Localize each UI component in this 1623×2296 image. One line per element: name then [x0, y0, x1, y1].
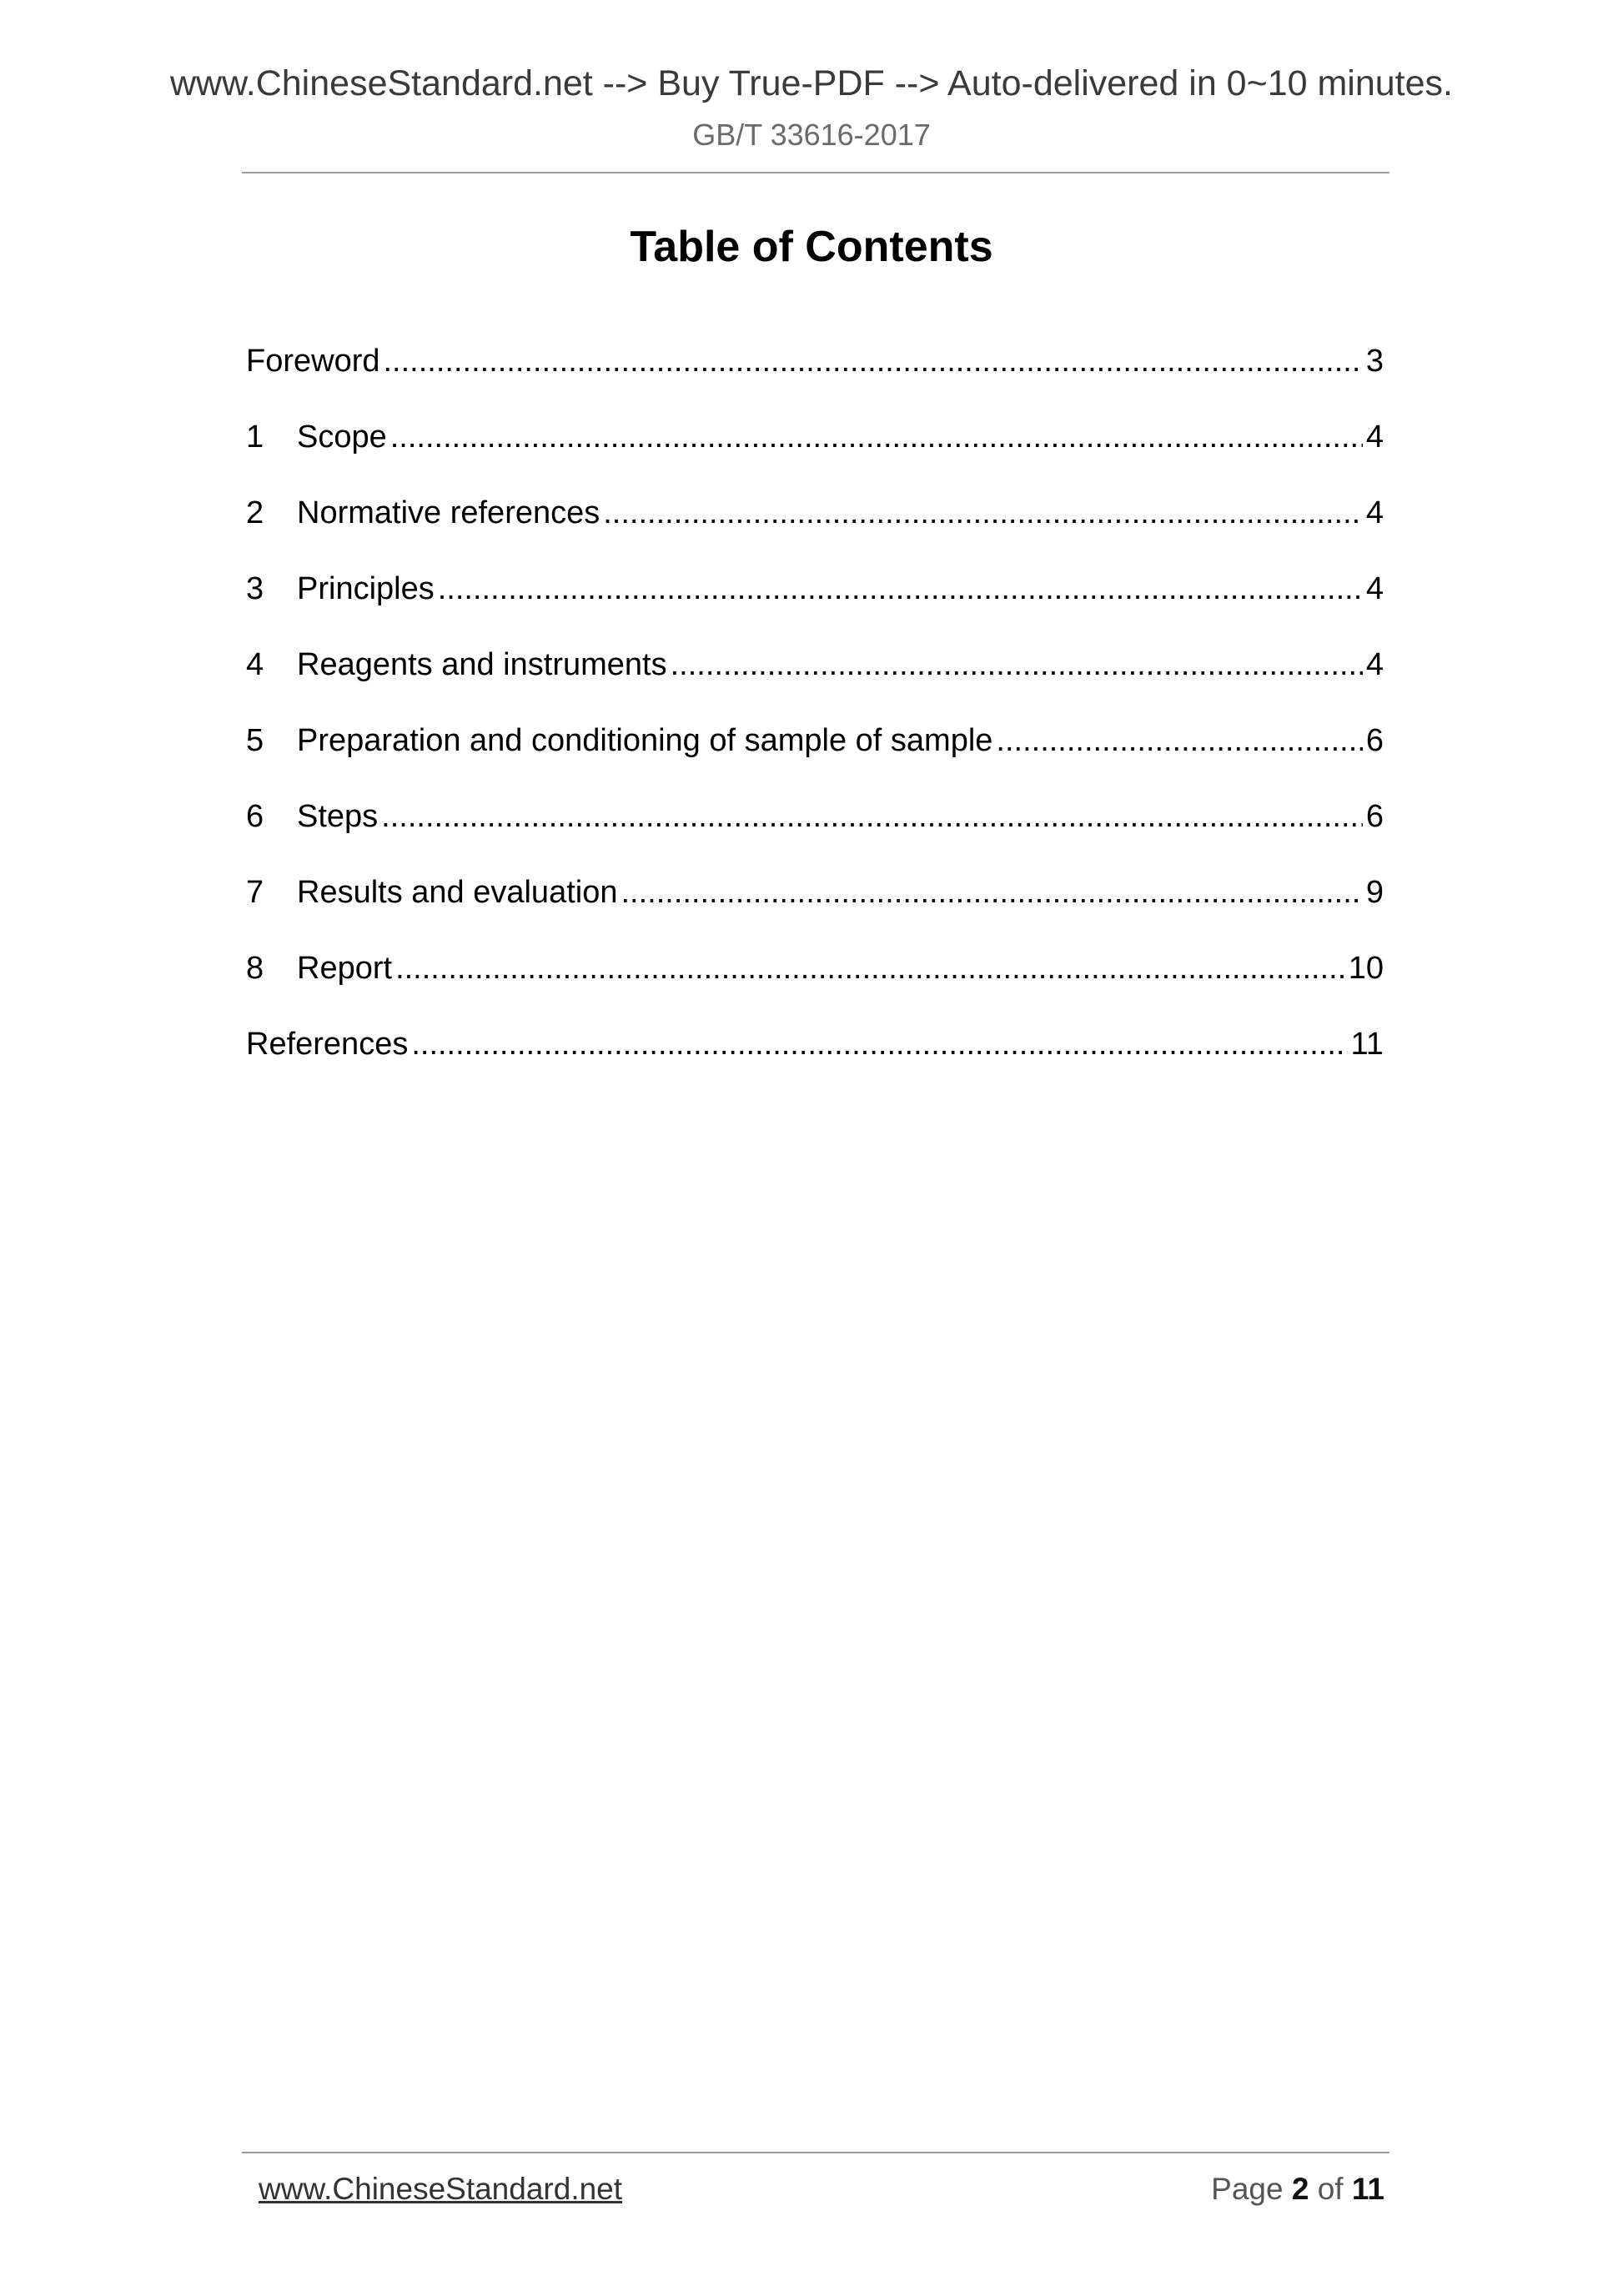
page-of: of [1317, 2172, 1344, 2206]
toc-entry-label: Steps [297, 799, 379, 834]
toc-entry-page: 4 [1365, 420, 1384, 455]
toc-leader-dots [411, 1027, 1347, 1063]
toc-entry-principles[interactable] [246, 571, 1384, 647]
toc-leader-dots [671, 647, 1363, 683]
toc-entry-page: 4 [1365, 495, 1384, 530]
toc-entry-label: Results and evaluation [297, 875, 618, 910]
toc-entry-number: 7 [246, 875, 264, 910]
toc-leader-dots [438, 571, 1363, 607]
toc-entry-page: 9 [1365, 875, 1384, 910]
toc-entry-page: 4 [1365, 571, 1384, 606]
toc-entry-label: Report [297, 951, 393, 986]
table-of-contents [246, 344, 1384, 1103]
toc-leader-dots [603, 495, 1363, 531]
toc-entry-page: 6 [1365, 799, 1384, 834]
standard-code: GB/T 33616-2017 [692, 118, 931, 152]
toc-entry-page: 6 [1365, 723, 1384, 758]
footer-website-link[interactable]: www.ChineseStandard.net [259, 2172, 623, 2206]
header-divider [242, 172, 1389, 173]
toc-entry-label: Preparation and conditioning of sample of sample [297, 723, 993, 758]
toc-entry-label: Foreword [246, 344, 380, 379]
toc-entry-number: 6 [246, 799, 264, 834]
toc-leader-dots [384, 344, 1363, 379]
toc-entry-normative-references[interactable] [246, 495, 1384, 571]
toc-entry-number: 2 [246, 495, 264, 530]
toc-entry-page: 11 [1350, 1027, 1384, 1062]
toc-entry-scope[interactable] [246, 420, 1384, 495]
toc-entry-label: Scope [297, 420, 387, 455]
toc-entry-page: 4 [1365, 647, 1384, 682]
toc-entry-page: 10 [1348, 951, 1384, 986]
toc-leader-dots [621, 875, 1362, 911]
header-banner: www.ChineseStandard.net --> Buy True-PDF --> Auto-delivered in 0~10 minutes. [169, 63, 1453, 103]
toc-entry-reagents-and-instruments[interactable] [246, 647, 1384, 723]
toc-entry-number: 1 [246, 420, 264, 455]
toc-leader-dots [381, 799, 1363, 835]
current-page: 2 [1291, 2172, 1309, 2206]
toc-leader-dots [395, 951, 1345, 987]
toc-entry-number: 5 [246, 723, 264, 758]
toc-entry-report[interactable] [246, 951, 1384, 1027]
toc-entry-page: 3 [1365, 344, 1384, 379]
toc-entry-references[interactable] [246, 1027, 1384, 1103]
toc-entry-steps[interactable] [246, 799, 1384, 875]
toc-entry-results-and-evaluation[interactable] [246, 875, 1384, 951]
toc-entry-label: Normative references [297, 495, 600, 530]
toc-entry-label: Principles [297, 571, 435, 606]
toc-entry-number: 8 [246, 951, 264, 986]
toc-entry-label: References [246, 1027, 409, 1062]
page-indicator [1211, 2172, 1384, 2207]
toc-leader-dots [996, 723, 1362, 759]
toc-leader-dots [390, 420, 1363, 455]
footer-divider [242, 2152, 1389, 2153]
page-prefix: Page [1211, 2172, 1284, 2206]
toc-entry-foreword[interactable] [246, 344, 1384, 420]
toc-entry-number: 4 [246, 647, 264, 682]
toc-title: Table of Contents [630, 223, 993, 271]
total-pages: 11 [1351, 2172, 1384, 2206]
toc-entry-label: Reagents and instruments [297, 647, 667, 682]
toc-entry-number: 3 [246, 571, 264, 606]
toc-entry-preparation-of-sample[interactable] [246, 723, 1384, 799]
